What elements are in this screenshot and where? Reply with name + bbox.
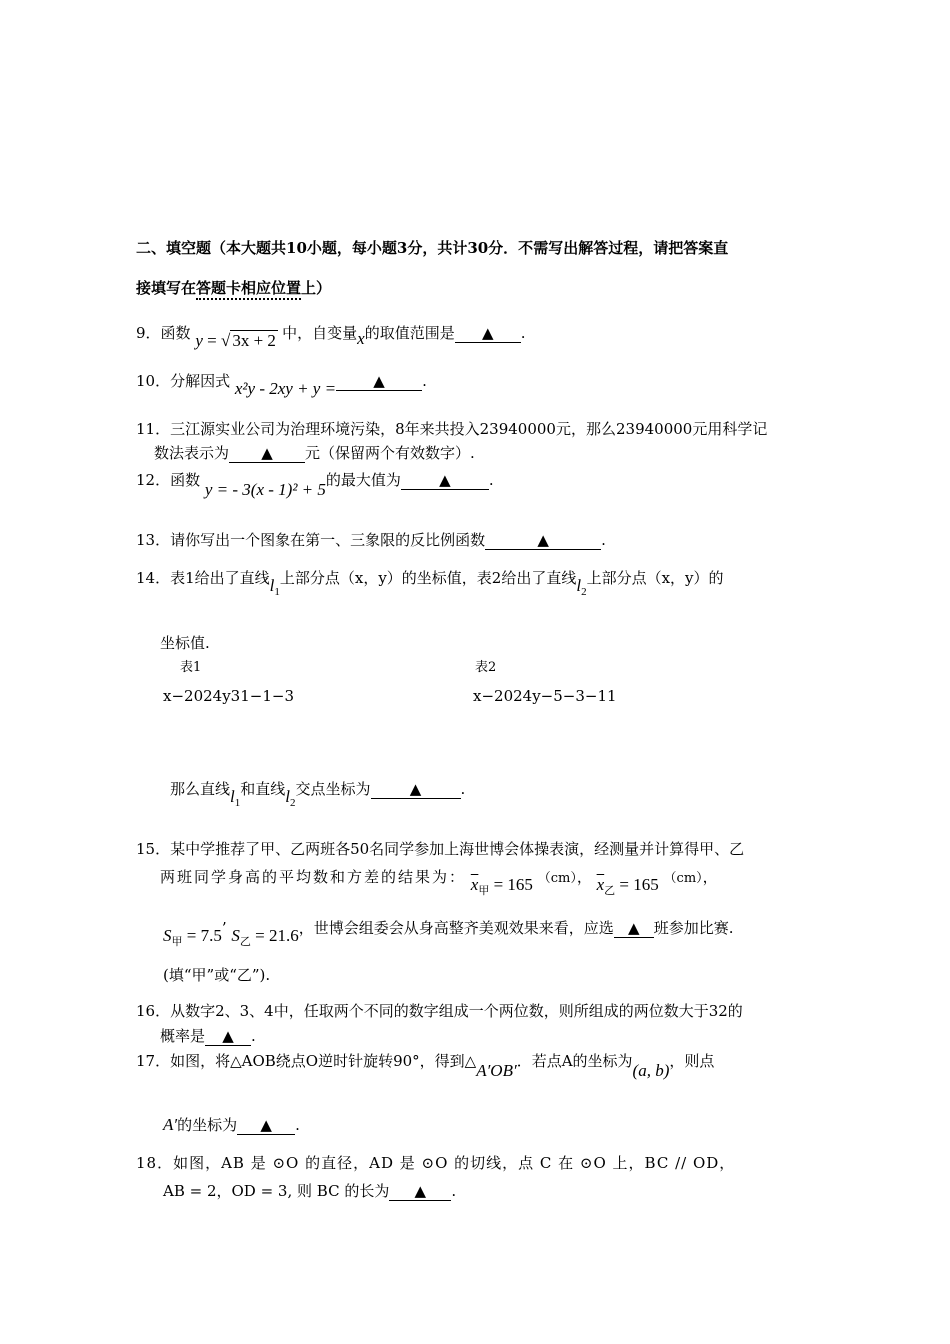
q9-answer-blank (455, 324, 521, 343)
q15-line4: (填“甲”或“乙”). (163, 966, 271, 984)
q15-line3-end: 班参加比赛. (653, 919, 734, 937)
question-16-line2 (160, 1025, 256, 1047)
q14-answer-mid: 和直线 (240, 780, 286, 798)
q15-mean-b-sub: 乙 (604, 885, 616, 897)
q14-l2-letter: l (576, 576, 582, 595)
q15-unit-a: （cm） (537, 871, 577, 886)
q14-l1-sub: 1 (274, 586, 280, 598)
table1-label: 表1 (180, 660, 202, 675)
q9-var: x (357, 329, 365, 348)
q10-number: 10．分解因式 (136, 372, 231, 390)
table2-label: 表2 (475, 660, 497, 675)
q15-var-a-sub: 甲 (171, 936, 183, 948)
q14-part1: 14．表1给出了直线 (136, 569, 270, 587)
q14-l1 (269, 576, 280, 598)
section-header-line2-pre: 接填写在 (136, 279, 197, 297)
answer-triangle-icon: ▲ (481, 324, 494, 342)
q15-comma-a: ， (576, 868, 592, 886)
q15-var-a-value: = 7.5 (186, 926, 222, 945)
q17-part1: 17．如图，将△AOB绕点O逆时针旋转90°，得到△ (136, 1052, 477, 1070)
question-13 (136, 529, 606, 551)
section-header-line1 (136, 237, 728, 259)
q11-line2-post: 元（保留两个有效数字）. (305, 444, 475, 462)
q15-var-b-sub: 乙 (239, 936, 251, 948)
answer-triangle-icon: ▲ (439, 471, 451, 489)
q13-answer-blank (485, 531, 601, 550)
q15-mean-a-value: = 165 (493, 875, 533, 894)
q13-text: 13．请你写出一个图象在第一、三象限的反比例函数 (136, 531, 486, 549)
question-11-line1 (136, 418, 767, 440)
q15-unit-b: （cm） (663, 871, 703, 886)
q14-part3: 上部分点（x，y）的 (586, 569, 724, 587)
q15-line3-text: ，世博会组委会从身高整齐美观效果来看，应选 (298, 919, 614, 937)
q9-text-end: 的取值范围是 (364, 324, 455, 342)
q16-line1: 16．从数字2、3、4中，任取两个不同的数字组成一个两位数，则所组成的两位数大于32的 (136, 1002, 743, 1020)
q15-mean-a: $\overline{x}_甲 = 165$ (470, 875, 533, 897)
question-11-line2 (154, 442, 475, 464)
q17-answer-blank (237, 1116, 295, 1135)
q14-answer-l1-letter: l (230, 787, 235, 806)
q13-period: . (601, 531, 606, 549)
table2-row: x−2024y−5−3−11 (473, 687, 617, 705)
q14-answer-l2-sub: 2 (290, 797, 296, 809)
q15-var-b-value: = 21.6 (255, 926, 299, 945)
q9-text-mid: 中，自变量 (282, 324, 358, 342)
q10-answer-blank (336, 372, 422, 391)
q17-line2-var: A′ (163, 1115, 178, 1134)
section-header-line2-post: 上） (301, 279, 332, 297)
answer-triangle-icon: ▲ (373, 372, 385, 390)
answer-triangle-icon: ▲ (537, 531, 549, 549)
q17-period: . (295, 1116, 300, 1134)
q12-formula: y = - 3(x - 1)² + 5 (204, 480, 326, 499)
q14-l1-letter: l (269, 576, 275, 595)
section-header-text: 二、填空题（本大题共10小题，每小题3分，共计30分．不需写出解答过程，请把答案直 (136, 239, 729, 257)
q9-period: . (520, 324, 526, 342)
answer-triangle-icon: ▲ (260, 1116, 272, 1134)
q18-answer-blank (389, 1182, 451, 1201)
q9-lhs: y (195, 331, 203, 350)
answer-triangle-icon: ▲ (222, 1027, 234, 1045)
section-header-emphasis: 答题卡相应位置 (196, 279, 301, 300)
q15-mean-b-value: = 165 (619, 875, 659, 894)
q12-period: . (488, 471, 494, 489)
q14-l2-sub: 2 (581, 586, 587, 598)
question-10 (136, 370, 427, 398)
q18-line2-pre: AB = 2，OD = 3, 则 BC 的长为 (163, 1182, 390, 1200)
question-15-line4 (163, 964, 270, 986)
question-17-line2 (163, 1114, 300, 1136)
q14-answer-post: 交点坐标为 (295, 780, 371, 798)
q11-line2-pre: 数法表示为 (154, 444, 230, 462)
q17-part2: ．若点A的坐标为 (516, 1052, 633, 1070)
question-12 (136, 469, 494, 499)
q14-answer-l1-sub: 1 (234, 797, 241, 809)
q15-comma-b: ， (702, 868, 718, 886)
table1-row: x−2024y31−1−3 (163, 687, 294, 705)
q9-eq: = (207, 331, 217, 350)
q16-line2-pre: 概率是 (160, 1027, 206, 1045)
question-15-line1 (136, 838, 744, 860)
question-14-line2 (160, 632, 210, 654)
question-17-line1 (136, 1050, 715, 1080)
q12-text-end: 的最大值为 (325, 471, 401, 489)
q11-text: 11．三江源实业公司为治理环境污染，8年来共投入23940000元，那么23940000元用科学记 (136, 420, 768, 438)
answer-triangle-icon: ▲ (261, 444, 273, 462)
q17-part3: ，则点 (669, 1052, 715, 1070)
answer-triangle-icon: ▲ (414, 1182, 427, 1200)
q14-part2: 上部分点（x，y）的坐标值，表2给出了直线 (279, 569, 577, 587)
q16-answer-blank (205, 1027, 251, 1046)
q18-period: . (451, 1182, 457, 1200)
question-18-line2 (163, 1180, 456, 1202)
q15-line1: 15．某中学推荐了甲、乙两班各50名同学参加上海世博会体操表演，经测量并计算得甲、乙 (136, 840, 745, 858)
q10-formula: x²y - 2xy + y = (234, 379, 337, 398)
question-15-line2 (160, 866, 718, 897)
q9-number: 9．函数 (136, 324, 191, 342)
q9-radicand: 3x + 2 (232, 331, 276, 350)
q15-mean-a-sub: 甲 (478, 885, 490, 897)
question-14-answer-line (170, 778, 466, 809)
q14-answer-pre: 那么直线 (170, 780, 231, 798)
q14-answer-l1 (230, 787, 241, 809)
q14-answer-l2-letter: l (285, 787, 290, 806)
q15-answer-blank (614, 919, 654, 938)
answer-triangle-icon: ▲ (627, 919, 640, 937)
q14-answer-blank (371, 780, 461, 799)
q12-number: 12．函数 (136, 471, 201, 489)
section-header-line2 (136, 277, 331, 299)
q15-mean-b: $\overline{x}_乙 = 165$ (596, 875, 659, 897)
q11-answer-blank (229, 444, 305, 463)
question-18-line1 (136, 1152, 735, 1174)
q12-answer-blank (401, 471, 489, 490)
answer-triangle-icon: ▲ (409, 780, 422, 798)
q15-var-b: $S_乙 = 21.6$ (231, 926, 299, 948)
q14-l2 (576, 576, 587, 598)
question-14-line1 (136, 567, 724, 598)
q17-rotated-triangle: A′OB′ (476, 1061, 517, 1080)
q14-line2: 坐标值. (160, 634, 210, 652)
q15-var-a: $S_甲 = 7.5$ (163, 926, 222, 948)
question-16-line1 (136, 1000, 743, 1022)
q10-period: . (422, 372, 427, 390)
q17-line2-text: 的坐标为 (177, 1116, 238, 1134)
q15-line2: 两班同学身高的平均数和方差的结果为： (160, 868, 467, 886)
question-9 (136, 322, 526, 350)
q14-answer-l2 (285, 787, 296, 809)
q9-formula: y = √ 3x + 2 (195, 331, 276, 350)
q17-coord: (a, b) (632, 1061, 670, 1080)
q18-line1: 18．如图，AB 是 ⊙O 的直径，AD 是 ⊙O 的切线，点 C 在 ⊙O 上，BC // OD， (136, 1154, 736, 1172)
question-15-line3: $S_甲 = 7.5$’ $S_乙 = 21.6$，世博会组委会从身高整齐美观效果来看，应选 ▲ 班参加比赛. (163, 919, 734, 948)
q14-period: . (460, 780, 466, 798)
q16-period: . (251, 1027, 256, 1045)
